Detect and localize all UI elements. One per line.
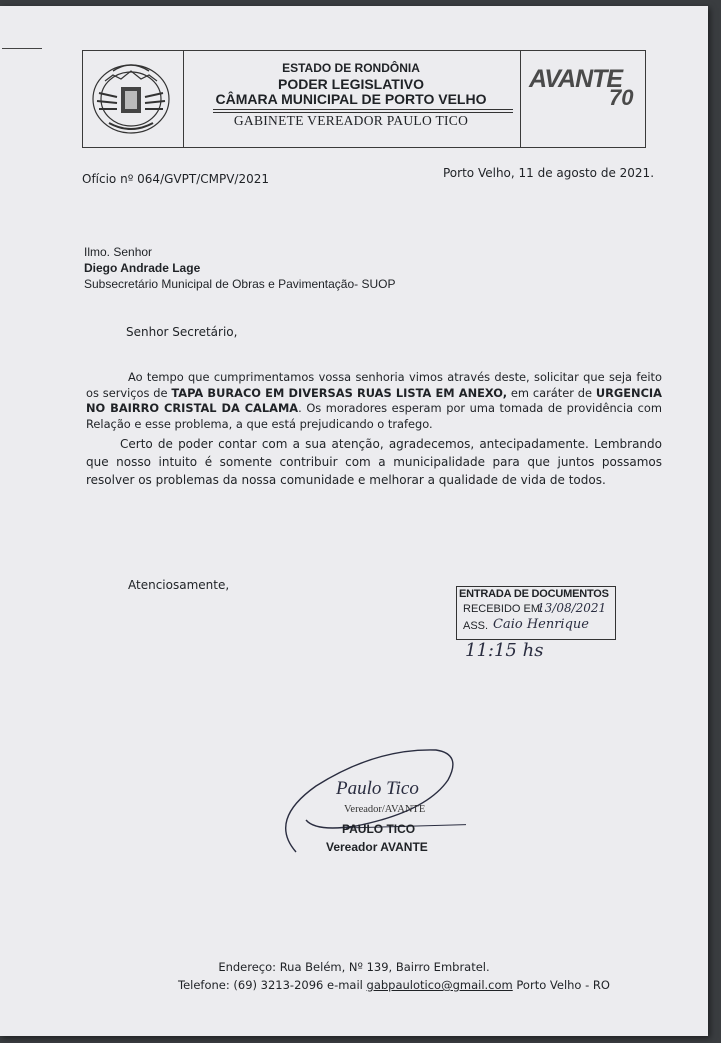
footer-contact: [178, 978, 610, 992]
stamp-received-value: 13/08/2021: [537, 601, 607, 615]
paragraph-text: Ao tempo que cumprimentamos vossa senhoria vimos através deste, solicitar que seja feito os serviços de: [86, 370, 662, 400]
paragraph-emphasis: TAPA BURACO EM DIVERSAS RUAS LISTA EM ANEXO,: [171, 385, 508, 400]
party-number: 70: [609, 85, 634, 110]
letterhead: [82, 50, 646, 148]
paragraph-text: . Os moradores esperam por uma tomada de providência com Relação e esse problema, a que está prejudicando o trafego.: [86, 401, 663, 431]
office-name: GABINETE VEREADOR PAULO TICO: [233, 113, 469, 128]
letter-body: [86, 370, 662, 489]
reference-number: Ofício nº 064/GVPT/CMPV/2021: [82, 172, 269, 186]
signer-title: Vereador AVANTE: [326, 840, 428, 854]
header-rule: [213, 109, 513, 110]
party-logo-text: AVANTE: [529, 65, 623, 93]
recipient-honorific: Ilmo. Senhor: [84, 245, 153, 259]
party-logo-cell: [520, 51, 645, 147]
footer-address: Endereço: Rua Belém, Nº 139, Bairro Embratel.: [218, 960, 490, 974]
place-date: Porto Velho, 11 de agosto de 2021.: [443, 166, 655, 180]
edge-mark: [2, 48, 42, 49]
signature-script: Paulo Tico: [336, 778, 419, 799]
document-page: [0, 6, 708, 1036]
signer-name: PAULO TICO: [342, 822, 416, 836]
coat-of-arms-cell: [83, 51, 184, 147]
stamp-time: 11:15 hs: [465, 640, 544, 661]
salutation: Senhor Secretário,: [126, 325, 238, 339]
paragraph-text: em caráter de: [507, 385, 596, 400]
signature-stamp-line: Vereador/AVANTE: [344, 804, 426, 815]
state-name: ESTADO DE RONDÔNIA: [282, 61, 420, 75]
recipient-position: Subsecretário Municipal de Obras e Pavimentação- SUOP: [84, 277, 396, 291]
footer-phone: Telefone: (69) 3213-2096 e-mail: [178, 978, 367, 992]
stamp-signature-label: ASS.: [463, 620, 489, 632]
footer-email[interactable]: gabpaulotico@gmail.com: [366, 978, 513, 992]
legislative-branch: PODER LEGISLATIVO: [278, 76, 424, 92]
paragraph-request: [86, 370, 662, 432]
closing: Atenciosamente,: [128, 578, 230, 592]
stamp-title: ENTRADA DE DOCUMENTOS: [459, 588, 609, 600]
recipient-block: [84, 244, 395, 292]
footer-city: Porto Velho - RO: [512, 978, 610, 992]
coat-of-arms-icon: [83, 51, 183, 147]
stamp-signature-value: Caio Henrique: [493, 617, 589, 632]
paragraph-thanks: Certo de poder contar com a sua atenção, agradecemos, antecipadamente. Lembrando que nosso intuito é somente contribuir com a municipalidade para que juntos possamos resolver os problemas da nossa comunidade e melhorar a qualidade de vida de todos.: [86, 437, 662, 487]
paragraph-emphasis: URGENCIA NO BAIRRO CRISTAL DA CALAMA: [86, 385, 662, 415]
recipient-name: Diego Andrade Lage: [84, 261, 201, 275]
chamber-name: CÂMARA MUNICIPAL DE PORTO VELHO: [215, 91, 487, 107]
stamp-received-label: RECEBIDO EM:: [463, 603, 544, 615]
receipt-stamp: [456, 586, 616, 640]
